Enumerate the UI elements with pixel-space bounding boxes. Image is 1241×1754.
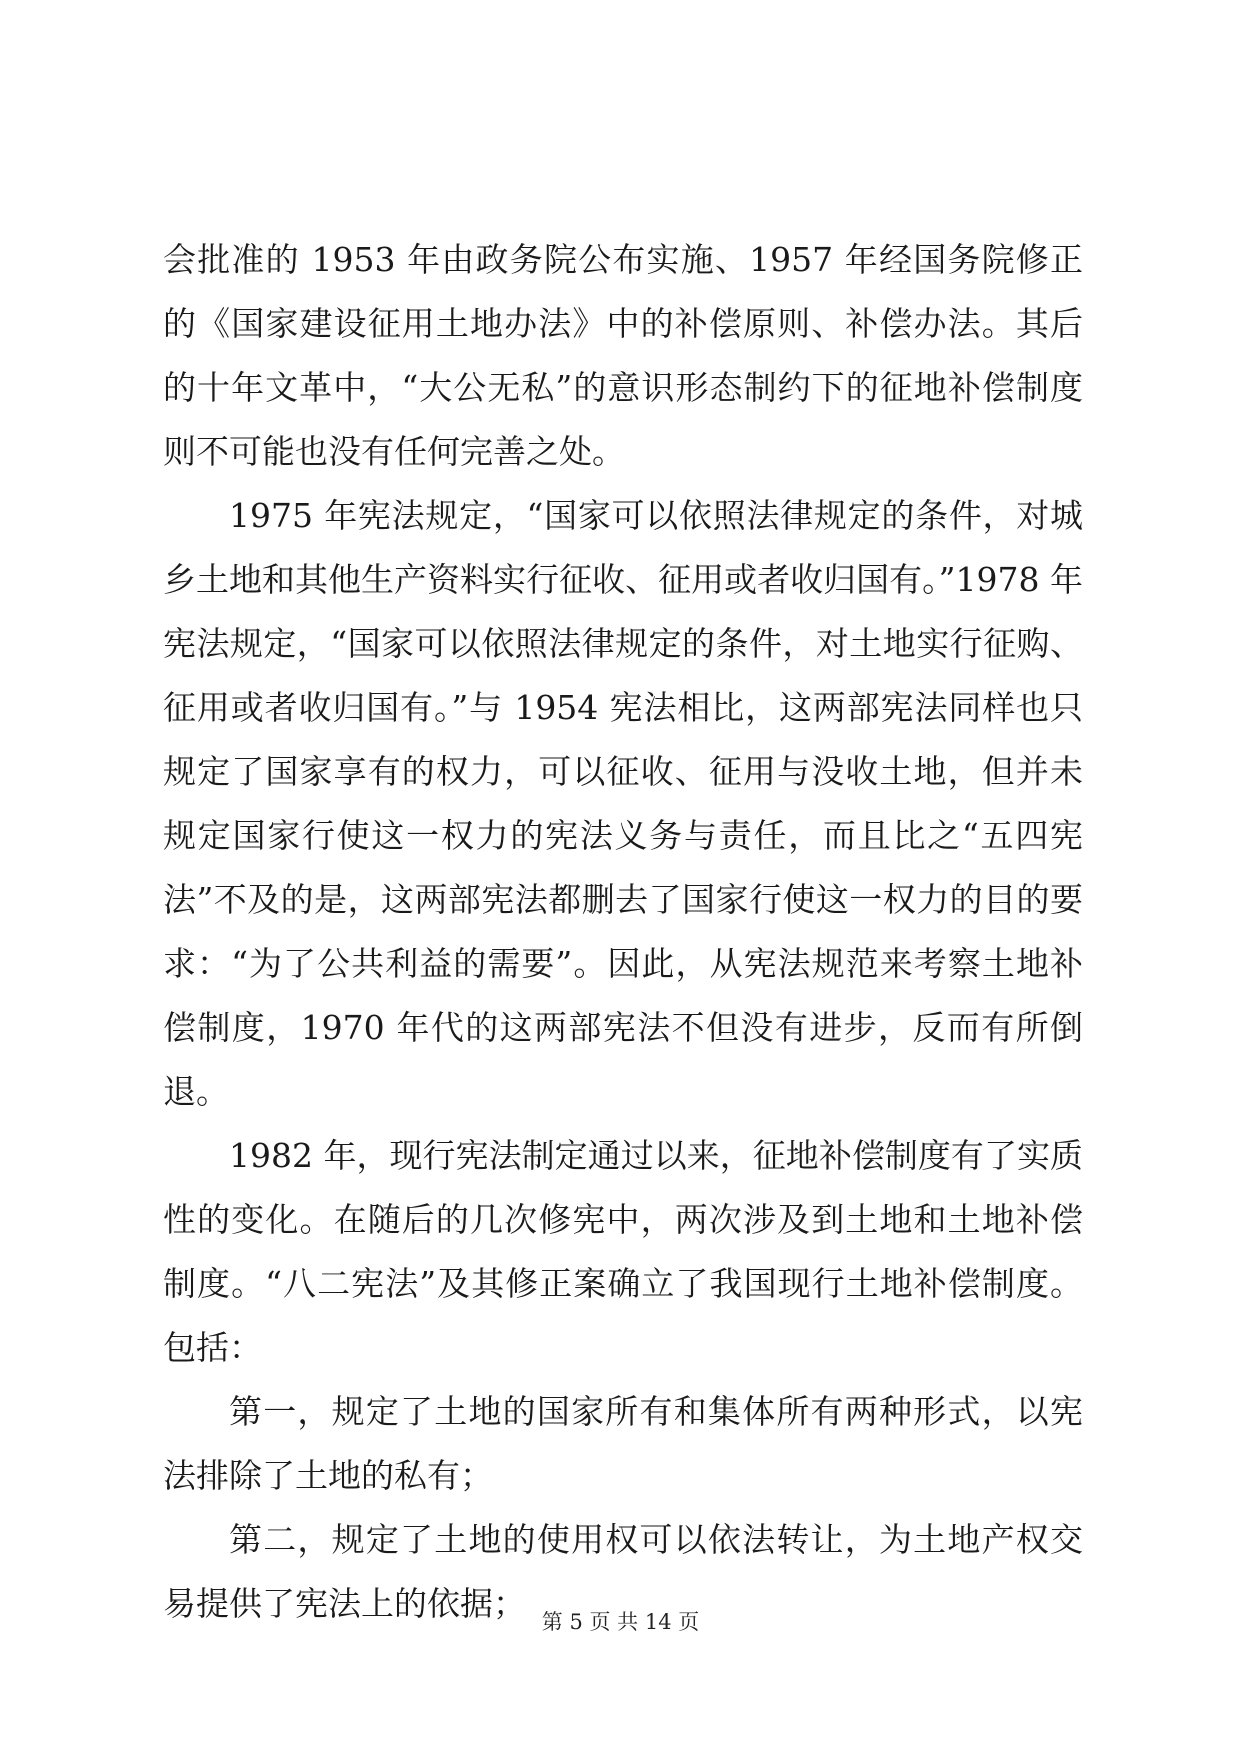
page-number-footer: 第 5 页 共 14 页 [541,1610,700,1634]
paragraph-4: 第一，规定了土地的国家所有和集体所有两种形式，以宪法排除了土地的私有； [163,1392,1083,1495]
paragraph-1: 会批准的 1953 年由政务院公布实施、1957 年经国务院修正的《国家建设征用土地办法》中的补偿原则、补偿办法。其后的十年文革中，“大公无私”的意识形态制约下的征地补偿制度则不可能也没有任何完善之处。 [163,240,1083,471]
paragraph-2: 1975 年宪法规定，“国家可以依照法律规定的条件，对城乡土地和其他生产资料实行征收、征用或者收归国有。”1978 年宪法规定，“国家可以依照法律规定的条件，对土地实行征购、征用或者收归国有。”与 1954 宪法相比，这两部宪法同样也只规定了国家享有的权力，可以征收、征用与没收土地，但并未规定国家行使这一权力的宪法义务与责任，而且比之“五四宪法”不及的是，这两部宪法都删去了国家行使这一权力的目的要求：“为了公共利益的需要”。因此，从宪法规范来考察土地补偿制度，1970 年代的这两部宪法不但没有进步，反而有所倒退。 [163,496,1083,1111]
paragraph-5: 第二，规定了土地的使用权可以依法转让，为土地产权交易提供了宪法上的依据； [163,1520,1083,1623]
paragraph-3: 1982 年，现行宪法制定通过以来，征地补偿制度有了实质性的变化。在随后的几次修宪中，两次涉及到土地和土地补偿制度。“八二宪法”及其修正案确立了我国现行土地补偿制度。包括： [163,1136,1083,1367]
document-body [163,228,1083,1636]
